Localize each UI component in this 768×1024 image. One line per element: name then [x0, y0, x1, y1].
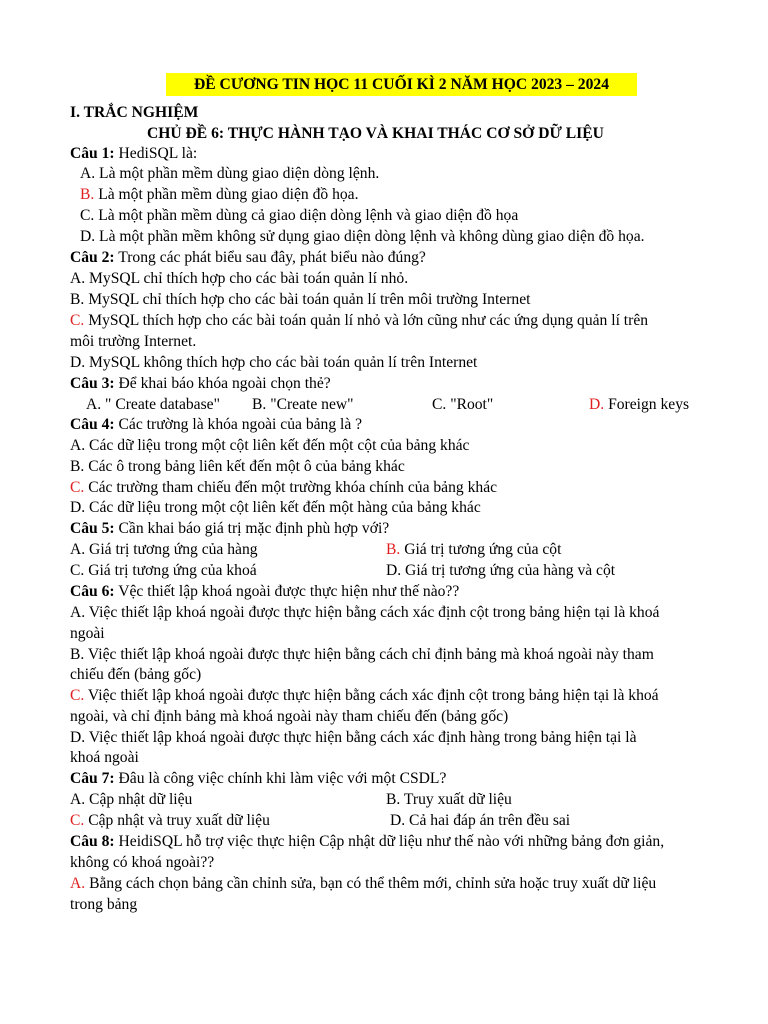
- question-label: Câu 5:: [70, 520, 115, 537]
- question-label: Câu 7:: [70, 770, 115, 787]
- q8-option-a: [70, 874, 656, 894]
- q5-option-a: A. Giá trị tương ứng của hàng: [70, 541, 258, 558]
- answer-letter: D.: [589, 396, 605, 413]
- q6-option-a-cont: ngoài: [70, 625, 105, 642]
- q4-option-a: A. Các dữ liệu trong một cột liên kết đến một cột của bảng khác: [70, 437, 470, 454]
- question-text: Vệc thiết lập khoá ngoài được thực hiện như thế nào??: [114, 583, 460, 600]
- q7-option-d: D. Cả hai đáp án trên đều sai: [390, 812, 571, 829]
- answer-letter: C.: [70, 479, 85, 496]
- question-label: Câu 8:: [70, 833, 115, 850]
- section-heading: I. TRẮC NGHIỆM: [70, 104, 199, 121]
- q6-option-a: A. Việc thiết lập khoá ngoài được thực hiện bằng cách xác định cột trong bảng hiện tại là khoá: [70, 604, 660, 621]
- q5-option-d: D. Giá trị tương ứng của hàng và cột: [386, 562, 616, 579]
- question-text: HediSQL là:: [114, 145, 198, 162]
- q1-option-c: C. Là một phần mềm dùng cả giao diện dòng lệnh và giao diện đồ họa: [80, 207, 519, 224]
- question-4: [70, 415, 362, 435]
- q4-option-b: B. Các ô trong bảng liên kết đến một ô của bảng khác: [70, 458, 405, 475]
- q6-option-b-cont: chiếu đến (bảng gốc): [70, 666, 202, 683]
- q3-option-b: B. "Create new": [252, 396, 354, 413]
- q1-option-a: A. Là một phần mềm dùng giao diện dòng lệnh.: [80, 165, 380, 182]
- question-3: [70, 374, 331, 394]
- question-1: [70, 144, 197, 164]
- option-text: Các trường tham chiếu đến một trường khóa chính của bảng khác: [84, 479, 498, 496]
- q5-option-c: C. Giá trị tương ứng của khoá: [70, 562, 257, 579]
- question-label: Câu 3:: [70, 375, 115, 392]
- question-label: Câu 4:: [70, 416, 115, 433]
- q4-option-d: D. Các dữ liệu trong một cột liên kết đến một hàng của bảng khác: [70, 499, 481, 516]
- q7-option-c: [70, 811, 270, 831]
- q7-option-a: A. Cập nhật dữ liệu: [70, 791, 193, 808]
- option-text: Cập nhật và truy xuất dữ liệu: [84, 812, 270, 829]
- answer-letter: C.: [70, 812, 85, 829]
- question-7: [70, 769, 446, 789]
- question-text: Trong các phát biểu sau đây, phát biểu nào đúng?: [114, 249, 426, 266]
- question-8-cont: không có khoá ngoài??: [70, 854, 215, 871]
- answer-letter: A.: [70, 875, 86, 892]
- q6-option-d: D. Việc thiết lập khoá ngoài được thực hiện bằng cách xác định hàng trong bảng hiện tại là: [70, 729, 637, 746]
- q4-option-c: [70, 478, 497, 498]
- q6-option-d-cont: khoá ngoài: [70, 749, 139, 766]
- q1-option-d: D. Là một phần mềm không sử dụng giao diện dòng lệnh và không dùng giao diện đồ họa.: [80, 228, 645, 245]
- question-label: Câu 6:: [70, 583, 115, 600]
- question-text: Để khai báo khóa ngoài chọn thẻ?: [114, 375, 331, 392]
- option-text: Việc thiết lập khoá ngoài được thực hiện bằng cách xác định cột trong bảng hiện tại là khoá: [84, 687, 659, 704]
- question-text: Cần khai báo giá trị mặc định phù hợp với?: [114, 520, 390, 537]
- option-text: Bằng cách chọn bảng cần chỉnh sửa, bạn có thể thêm mới, chỉnh sửa hoặc truy xuất dữ liệu: [85, 875, 657, 892]
- document-title: ĐỀ CƯƠNG TIN HỌC 11 CUỐI KÌ 2 NĂM HỌC 2023 – 2024: [166, 73, 637, 96]
- q3-option-c: C. "Root": [432, 396, 494, 413]
- q2-option-c: [70, 311, 648, 331]
- q8-option-a-cont: trong bảng: [70, 896, 138, 913]
- q2-option-a: A. MySQL chỉ thích hợp cho các bài toán quản lí nhỏ.: [70, 270, 409, 287]
- topic-heading: CHỦ ĐỀ 6: THỰC HÀNH TẠO VÀ KHAI THÁC CƠ SỞ DỮ LIỆU: [147, 125, 604, 142]
- question-text: Các trường là khóa ngoài của bảng là ?: [114, 416, 363, 433]
- answer-letter: B.: [386, 541, 401, 558]
- question-label: Câu 1:: [70, 145, 115, 162]
- q6-option-c-cont: ngoài, và chỉ định bảng mà khoá ngoài này tham chiếu đến (bảng gốc): [70, 708, 509, 725]
- question-8: [70, 832, 664, 852]
- answer-letter: C.: [70, 687, 85, 704]
- q3-option-a: A. " Create database": [86, 396, 220, 413]
- question-2: [70, 248, 426, 268]
- option-text: MySQL thích hợp cho các bài toán quản lí nhỏ và lớn cũng như các ứng dụng quản lí trên: [84, 312, 649, 329]
- q7-option-b: B. Truy xuất dữ liệu: [386, 791, 512, 808]
- q6-option-b: B. Việc thiết lập khoá ngoài được thực hiện bằng cách chỉ định bảng mà khoá ngoài này tham: [70, 646, 654, 663]
- question-text: HeidiSQL hỗ trợ việc thực hiện Cập nhật dữ liệu như thế nào với những bảng đơn giản,: [114, 833, 665, 850]
- q2-option-b: B. MySQL chỉ thích hợp cho các bài toán quản lí trên môi trường Internet: [70, 291, 531, 308]
- question-5: [70, 519, 389, 539]
- question-label: Câu 2:: [70, 249, 115, 266]
- question-6: [70, 582, 459, 602]
- q3-option-d: [589, 395, 689, 415]
- q2-option-c-cont: môi trường Internet.: [70, 333, 197, 350]
- q5-option-b: [386, 540, 561, 560]
- q1-option-b: [80, 185, 359, 205]
- q2-option-d: D. MySQL không thích hợp cho các bài toán quản lí trên Internet: [70, 354, 478, 371]
- q6-option-c: [70, 686, 659, 706]
- answer-letter: B.: [80, 186, 95, 203]
- option-text: Là một phần mềm dùng giao diện đồ họa.: [94, 186, 359, 203]
- option-text: Giá trị tương ứng của cột: [400, 541, 562, 558]
- option-text: Foreign keys: [604, 396, 690, 413]
- answer-letter: C.: [70, 312, 85, 329]
- question-text: Đâu là công việc chính khi làm việc với một CSDL?: [114, 770, 447, 787]
